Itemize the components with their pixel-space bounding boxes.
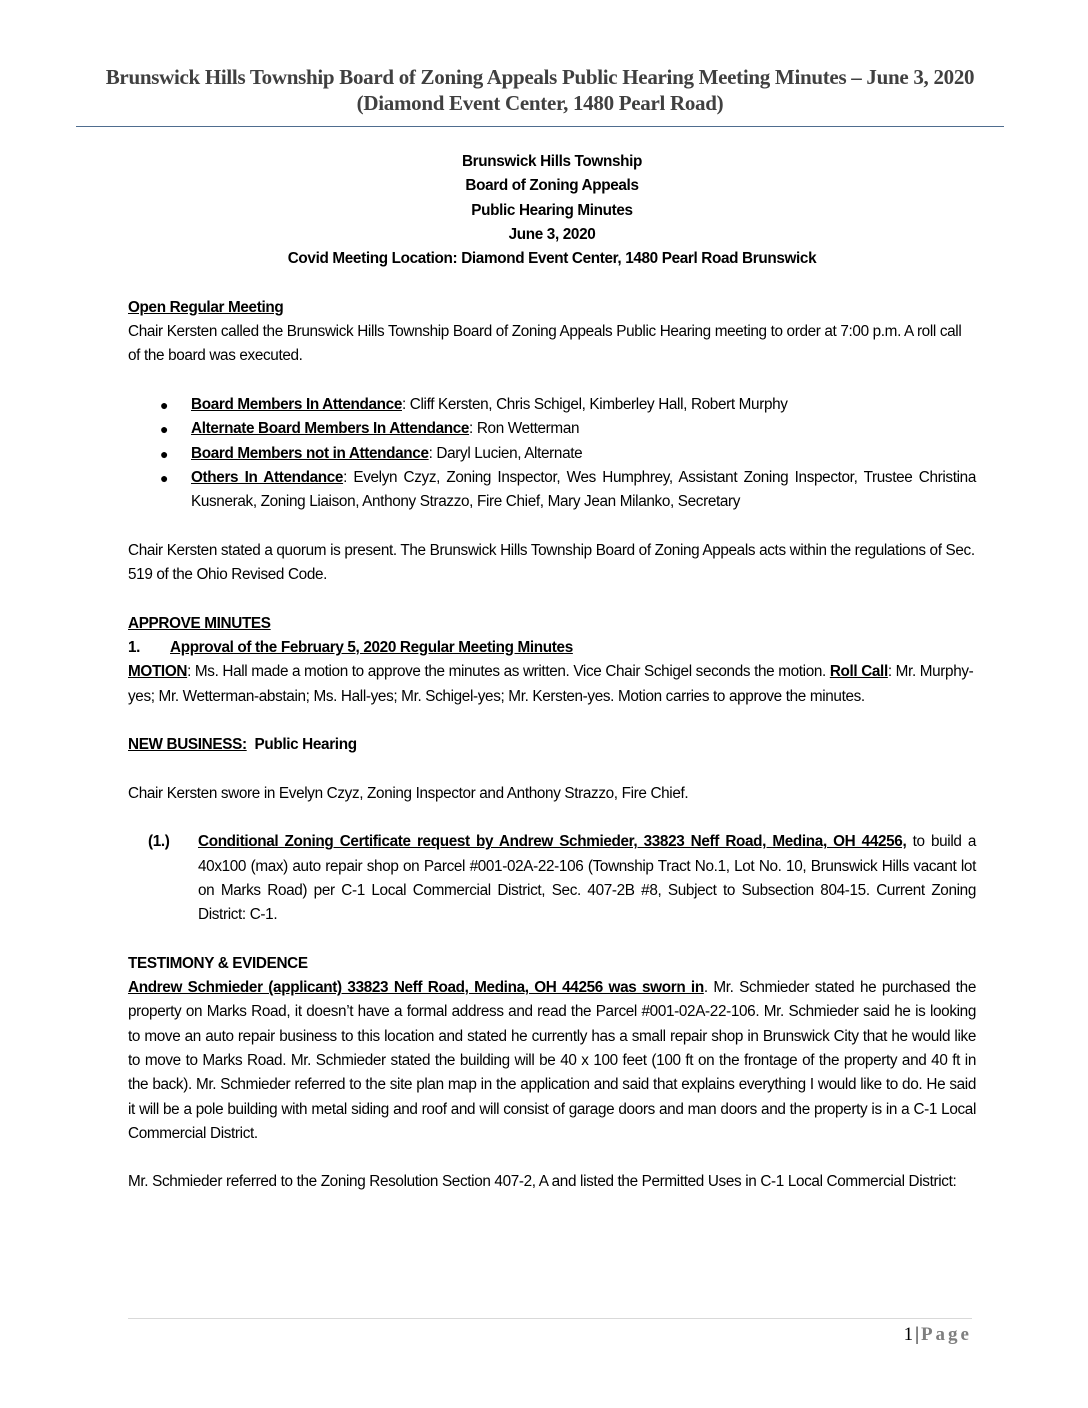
permitted-uses-text: Mr. Schmieder referred to the Zoning Resolution Section 407-2, A and listed the Permitted Uses in C-1 Local Commercial District: (128, 1173, 957, 1191)
testimony-sworn-label: Andrew Schmieder (applicant) 33823 Neff Road, Medina, OH 44256 was sworn in (128, 979, 704, 997)
attendance-value: : Ron Wetterman (469, 420, 580, 438)
item-number: 1. (128, 638, 141, 656)
running-header (76, 64, 1004, 116)
title-location: Covid Meeting Location: Diamond Event Center, 1480 Pearl Road Brunswick (287, 250, 817, 268)
attendance-item (160, 417, 976, 441)
new-business-label: NEW BUSINESS: (128, 736, 247, 754)
header-location: (Diamond Event Center, 1480 Pearl Road) (356, 91, 724, 115)
page-label: Page (920, 1324, 972, 1345)
item-title: Approval of the February 5, 2020 Regular Meeting Minutes (170, 638, 573, 656)
attendance-item (160, 442, 976, 466)
title-doc-type: Public Hearing Minutes (471, 201, 633, 219)
motion-paragraph (128, 660, 976, 709)
attendance-item (160, 393, 976, 417)
approve-minutes-heading: APPROVE MINUTES (128, 614, 271, 632)
page-separator: | (915, 1324, 919, 1345)
footer-divider (128, 1318, 972, 1319)
case-description (198, 830, 976, 927)
case-item (128, 830, 976, 927)
open-meeting-heading: Open Regular Meeting (128, 298, 284, 316)
case-number: (1.) (148, 833, 170, 851)
bullet-icon: ● (160, 421, 169, 438)
case-title: Conditional Zoning Certificate request by Andrew Schmieder, 33823 Neff Road, Medina, OH 44256, (198, 833, 907, 851)
title-board: Board of Zoning Appeals (465, 177, 639, 195)
attendance-item (160, 466, 976, 515)
page-footer (904, 1324, 972, 1346)
title-org: Brunswick Hills Township (461, 153, 642, 170)
attendance-label: Others In Attendance (191, 468, 344, 486)
attendance-value: : Cliff Kersten, Chris Schigel, Kimberley Hall, Robert Murphy (401, 395, 788, 413)
attendance-value: : Daryl Lucien, Alternate (428, 444, 583, 462)
attendance-list (128, 393, 976, 514)
attendance-label: Board Members In Attendance (191, 395, 402, 413)
motion-text: : Ms. Hall made a motion to approve the minutes as written. Vice Chair Schigel seconds the motion. (187, 663, 830, 681)
testimony-paragraph (128, 976, 976, 1146)
attendance-value: : Evelyn Czyz, Zoning Inspector, Wes Humphrey, Assistant Zoning Inspector, Trustee Christina Kusnerak, Zoning Liaison, Anthony Strazzo, Fire Chief, Mary Jean Milanko, Secretary (191, 468, 976, 511)
attendance-label: Alternate Board Members In Attendance (191, 420, 470, 438)
motion-label: MOTION (128, 663, 188, 681)
new-business-heading (128, 733, 976, 757)
bullet-icon: ● (160, 469, 169, 486)
testimony-heading: TESTIMONY & EVIDENCE (128, 954, 308, 972)
page-number: 1 (903, 1324, 914, 1345)
roll-call-text: : Mr. Murphy-yes; Mr. Wetterman-abstain; Ms. Hall-yes; Mr. Schigel-yes; Mr. Kersten-yes. Motion carries to approve the minutes. (128, 663, 974, 705)
title-date: June 3, 2020 (508, 225, 596, 243)
testimony-text: . Mr. Schmieder stated he purchased the property on Marks Road, it doesn’t have a formal address and read the Parcel #001-02A-22-106. Mr. Schmieder said he is looking to move an auto repair business to this location and stated he currently has a small repair shop in Brunswick City that he would like to move to Marks Road. Mr. Schmieder stated the building will be 40 x 100 feet (100 ft on the frontage of the property and 40 ft in the back). Mr. Schmieder referred to the site plan map in the application and said that explains everything I would like to do. He said it will be a pole building with metal siding and roof and will consist of garage doors and man doors and the property is in a C-1 Local Commercial District. (128, 979, 976, 1142)
bullet-icon: ● (160, 445, 169, 462)
quorum-text: Chair Kersten stated a quorum is present. The Brunswick Hills Township Board of Zoning Appeals acts within the regulations of Sec. 519 of the Ohio Revised Code. (128, 541, 975, 584)
sworn-in-text: Chair Kersten swore in Evelyn Czyz, Zoning Inspector and Anthony Strazzo, Fire Chief. (128, 784, 689, 802)
document-body (128, 150, 976, 1195)
header-title: Brunswick Hills Township Board of Zoning Appeals Public Hearing Meeting Minutes – June 3, 2020 (105, 65, 975, 89)
approve-minutes-item (128, 636, 976, 660)
header-divider (76, 126, 1004, 127)
bullet-icon: ● (160, 396, 169, 413)
roll-call-label: Roll Call (829, 663, 888, 681)
attendance-label: Board Members not in Attendance (191, 444, 429, 462)
new-business-subheading: Public Hearing (246, 736, 357, 754)
open-meeting-text: Chair Kersten called the Brunswick Hills Township Board of Zoning Appeals Public Hearing meeting to order at 7:00 p.m. A roll call of the board was executed. (128, 323, 962, 365)
case-text: to build a 40x100 (max) auto repair shop on Parcel #001-02A-22-106 (Township Tract No.1, Lot No. 10, Brunswick Hills vacant lot on Marks Road) per C-1 Local Commercial District, Sec. 407-2B #8, Subject to Subsection 804-15. Current Zoning District: C-1. (198, 833, 976, 924)
title-block (128, 150, 976, 271)
